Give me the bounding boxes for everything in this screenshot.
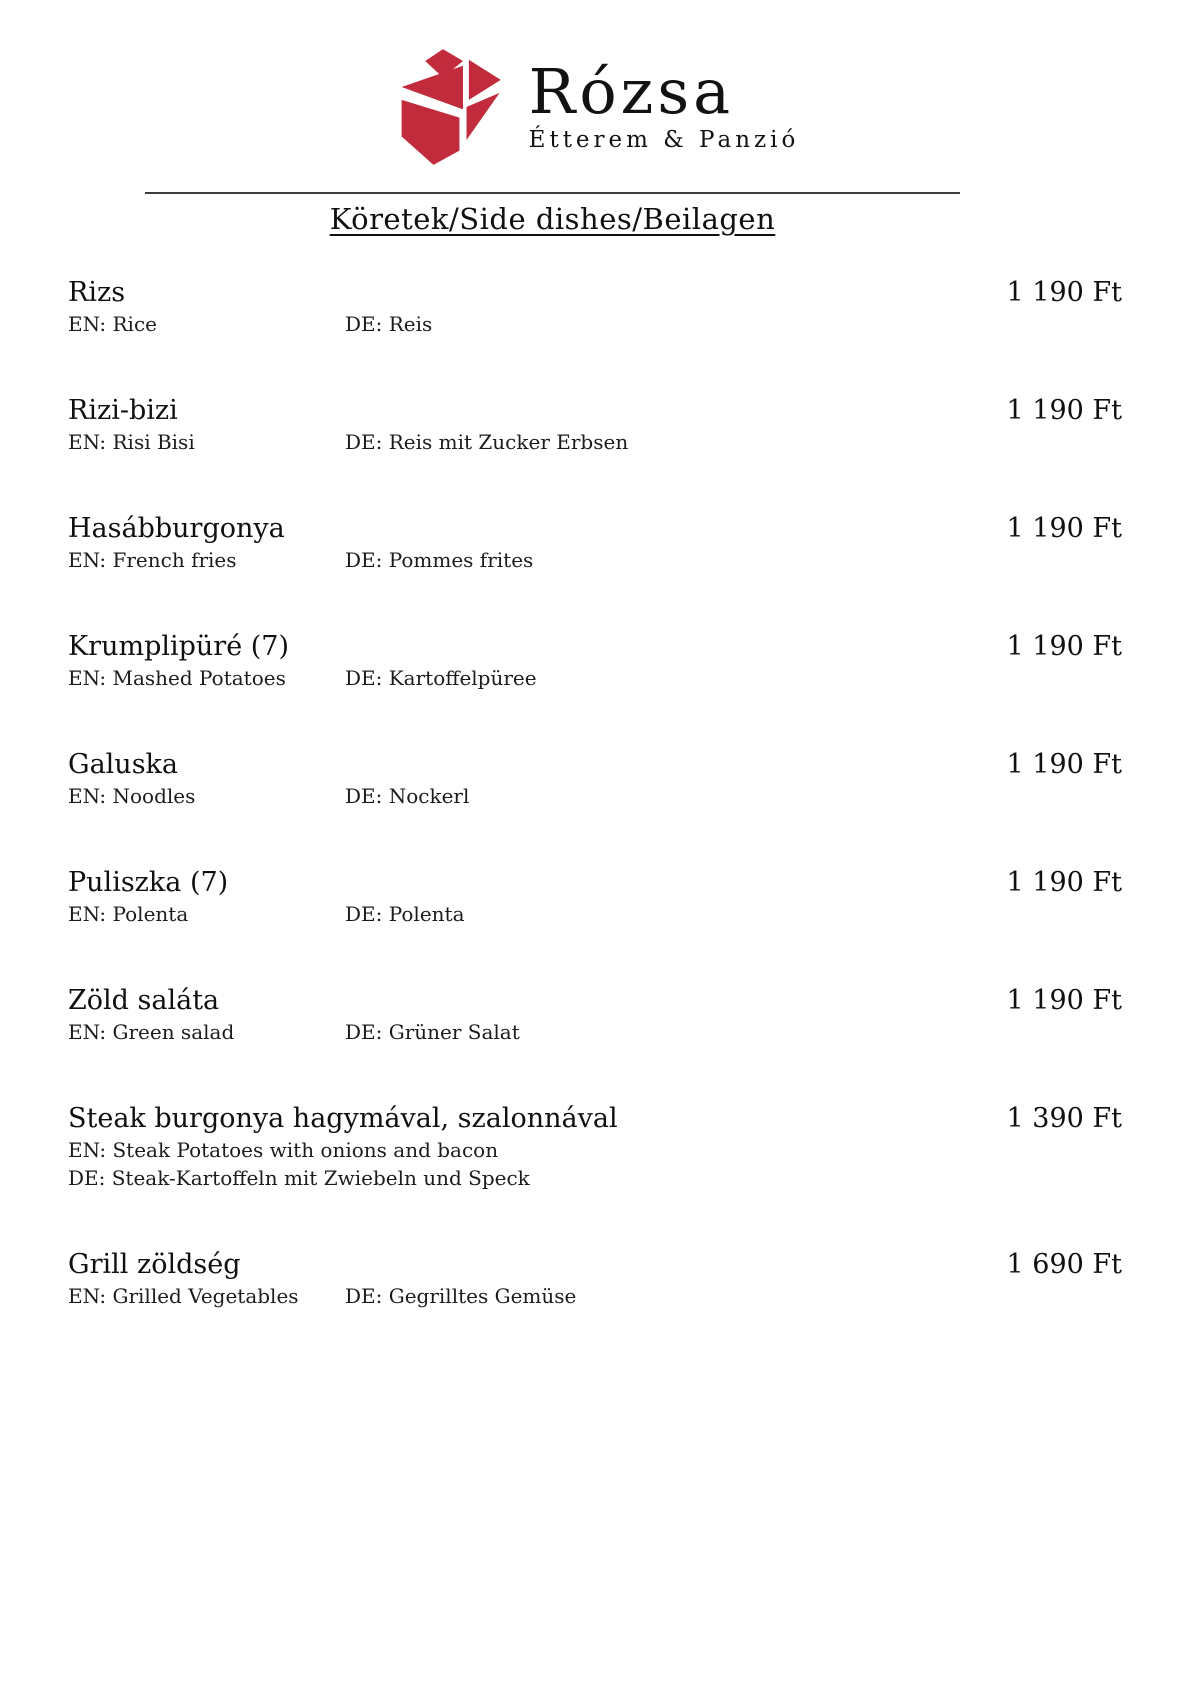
menu-item-main	[68, 276, 987, 338]
menu-item	[68, 866, 1122, 928]
menu-list	[68, 276, 1122, 1310]
item-translations	[68, 1018, 987, 1046]
item-translation-en: EN: French fries	[68, 548, 237, 572]
menu-item-main	[68, 748, 987, 810]
item-name: Puliszka (7)	[68, 867, 229, 898]
item-translations	[68, 900, 987, 928]
item-price: 1 190 Ft	[1006, 513, 1122, 544]
item-name: Grill zöldség	[68, 1249, 241, 1280]
item-translation-en: EN: Mashed Potatoes	[68, 666, 286, 690]
item-translation-en: EN: Green salad	[68, 1020, 235, 1044]
menu-item	[68, 276, 1122, 338]
menu-item	[68, 748, 1122, 810]
menu-item	[68, 1248, 1122, 1310]
menu-item	[68, 630, 1122, 692]
item-translations	[68, 546, 987, 574]
item-price: 1 190 Ft	[1006, 277, 1122, 308]
brand-header	[0, 0, 1190, 166]
brand-name: Rózsa	[528, 55, 735, 128]
item-name: Hasábburgonya	[68, 513, 285, 544]
menu-item-main	[68, 512, 987, 574]
item-translation-de: DE: Steak-Kartoffeln mit Zwiebeln und Speck	[68, 1166, 530, 1190]
menu-item	[68, 394, 1122, 456]
item-translation-de: DE: Polenta	[345, 902, 465, 926]
item-name: Steak burgonya hagymával, szalonnával	[68, 1103, 618, 1134]
item-price: 1 390 Ft	[1006, 1103, 1122, 1134]
item-translations	[68, 310, 987, 338]
menu-item-main	[68, 866, 987, 928]
item-price: 1 190 Ft	[1006, 867, 1122, 898]
brand-text-block	[528, 55, 800, 153]
item-name: Galuska	[68, 749, 179, 780]
menu-item-main	[68, 1102, 987, 1192]
item-translation-de: DE: Gegrilltes Gemüse	[345, 1284, 577, 1308]
item-name: Zöld saláta	[68, 985, 220, 1016]
item-translation-en: EN: Risi Bisi	[68, 430, 195, 454]
item-translation-en: EN: Steak Potatoes with onions and bacon	[68, 1138, 499, 1162]
item-translation-en: EN: Polenta	[68, 902, 189, 926]
menu-item-main	[68, 1248, 987, 1310]
item-translation-de: DE: Pommes frites	[345, 548, 534, 572]
item-translation-en: EN: Noodles	[68, 784, 196, 808]
item-translations	[68, 1282, 987, 1310]
item-name: Krumplipüré (7)	[68, 631, 290, 662]
item-price: 1 690 Ft	[1006, 1249, 1122, 1280]
menu-item-main	[68, 394, 987, 456]
menu-item	[68, 512, 1122, 574]
menu-item-main	[68, 630, 987, 692]
item-name: Rizi-bizi	[68, 395, 178, 426]
item-translation-de: DE: Nockerl	[345, 784, 470, 808]
item-price: 1 190 Ft	[1006, 395, 1122, 426]
section-title: Köretek/Side dishes/Beilagen	[329, 202, 776, 236]
item-name: Rizs	[68, 277, 126, 308]
item-translation-de: DE: Reis	[345, 312, 433, 336]
item-translation-de: DE: Grüner Salat	[345, 1020, 520, 1044]
item-price: 1 190 Ft	[1006, 985, 1122, 1016]
menu-item	[68, 984, 1122, 1046]
item-translation-de: DE: Kartoffelpüree	[345, 666, 537, 690]
item-translation-en: EN: Rice	[68, 312, 157, 336]
item-translations	[68, 782, 987, 810]
item-price: 1 190 Ft	[1006, 749, 1122, 780]
rose-icon	[391, 48, 509, 166]
divider-line	[145, 192, 960, 194]
menu-item	[68, 1102, 1122, 1192]
menu-item-main	[68, 984, 987, 1046]
item-translation-en: EN: Grilled Vegetables	[68, 1284, 299, 1308]
item-price: 1 190 Ft	[1006, 631, 1122, 662]
brand-tagline: Étterem & Panzió	[528, 127, 800, 153]
item-translations	[68, 428, 987, 456]
item-translation-de: DE: Reis mit Zucker Erbsen	[345, 430, 629, 454]
item-translations	[68, 664, 987, 692]
item-translations	[68, 1136, 987, 1192]
